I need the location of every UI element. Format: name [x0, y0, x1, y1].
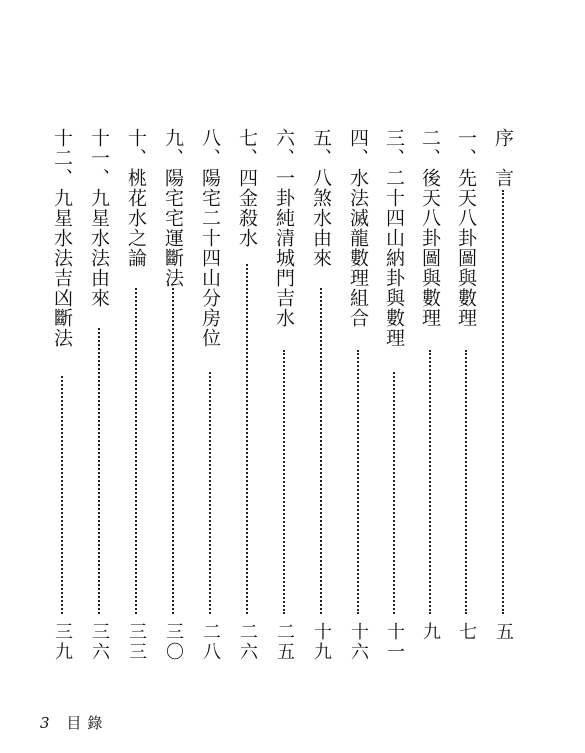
- toc-entry-page: 三六: [89, 622, 110, 662]
- toc-entry-page: 九: [420, 622, 441, 642]
- toc-entry-3[interactable]: [381, 128, 407, 688]
- toc-entry-title: 二、後天八卦圖與數理: [419, 128, 441, 328]
- toc-entry-page: 二五: [274, 622, 295, 662]
- leader-dots: [429, 350, 431, 614]
- toc-entry-page: 二六: [237, 622, 258, 662]
- toc-entry-1[interactable]: [453, 128, 479, 688]
- toc-entry-8[interactable]: [197, 128, 223, 688]
- leader-dots: [135, 288, 137, 614]
- toc-entry-page: 十九: [311, 622, 332, 662]
- toc-entry-title: 十、桃花水之論: [125, 128, 147, 268]
- toc-entry-5[interactable]: [308, 128, 334, 688]
- leader-dots: [172, 288, 174, 614]
- page-footer: [40, 712, 108, 733]
- leader-dots: [393, 372, 395, 614]
- toc-entry-title: 八、陽宅二十四山分房位: [199, 128, 221, 348]
- toc-entry-title: 序 言: [492, 128, 514, 188]
- toc-entry-page: 三九: [52, 622, 73, 662]
- toc-entry-title: 六、一卦純清城門吉水: [273, 128, 295, 328]
- toc-entry-6[interactable]: [271, 128, 297, 688]
- toc-entry-title: 五、八煞水由來: [310, 128, 332, 268]
- folio-number: 3: [40, 714, 50, 732]
- leader-dots: [209, 372, 211, 614]
- toc-entry-title: 四、水法滅龍數理組合: [347, 128, 369, 328]
- toc-entry-title: 一、先天八卦圖與數理: [455, 128, 477, 328]
- leader-dots: [465, 350, 467, 614]
- leader-dots: [357, 350, 359, 614]
- toc-entry-page: 二八: [200, 622, 221, 662]
- toc-entry-page: 七: [456, 622, 477, 642]
- toc-entry-9[interactable]: [160, 128, 186, 688]
- leader-dots: [283, 350, 285, 614]
- toc-entry-title: 九、陽宅宅運斷法: [162, 128, 184, 288]
- toc-entry-2[interactable]: [417, 128, 443, 688]
- toc-entry-title: 十二、九星水法吉凶斷法: [51, 128, 73, 348]
- leader-dots: [320, 288, 322, 614]
- running-head: 目錄: [66, 714, 109, 732]
- toc-entry-title: 三、二十四山納卦與數理: [383, 128, 405, 348]
- toc-entry-page: 十一: [384, 622, 405, 662]
- toc-entry-12[interactable]: [49, 128, 75, 688]
- toc-entry-preface[interactable]: [490, 128, 516, 688]
- leader-dots: [502, 190, 504, 614]
- toc-entry-7[interactable]: [234, 128, 260, 688]
- toc-entry-10[interactable]: [123, 128, 149, 688]
- toc-entry-page: 三〇: [163, 622, 184, 662]
- toc-entry-page: 十六: [348, 622, 369, 662]
- toc-entry-page: 三三: [126, 622, 147, 662]
- toc-entry-11[interactable]: [86, 128, 112, 688]
- leader-dots: [98, 328, 100, 614]
- leader-dots: [61, 376, 63, 614]
- leader-dots: [246, 264, 248, 614]
- toc-entry-page: 五: [493, 622, 514, 642]
- toc-entry-title: 七、四金殺水: [236, 128, 258, 248]
- toc-entry-4[interactable]: [345, 128, 371, 688]
- toc-entry-title: 十一、九星水法由來: [88, 128, 110, 308]
